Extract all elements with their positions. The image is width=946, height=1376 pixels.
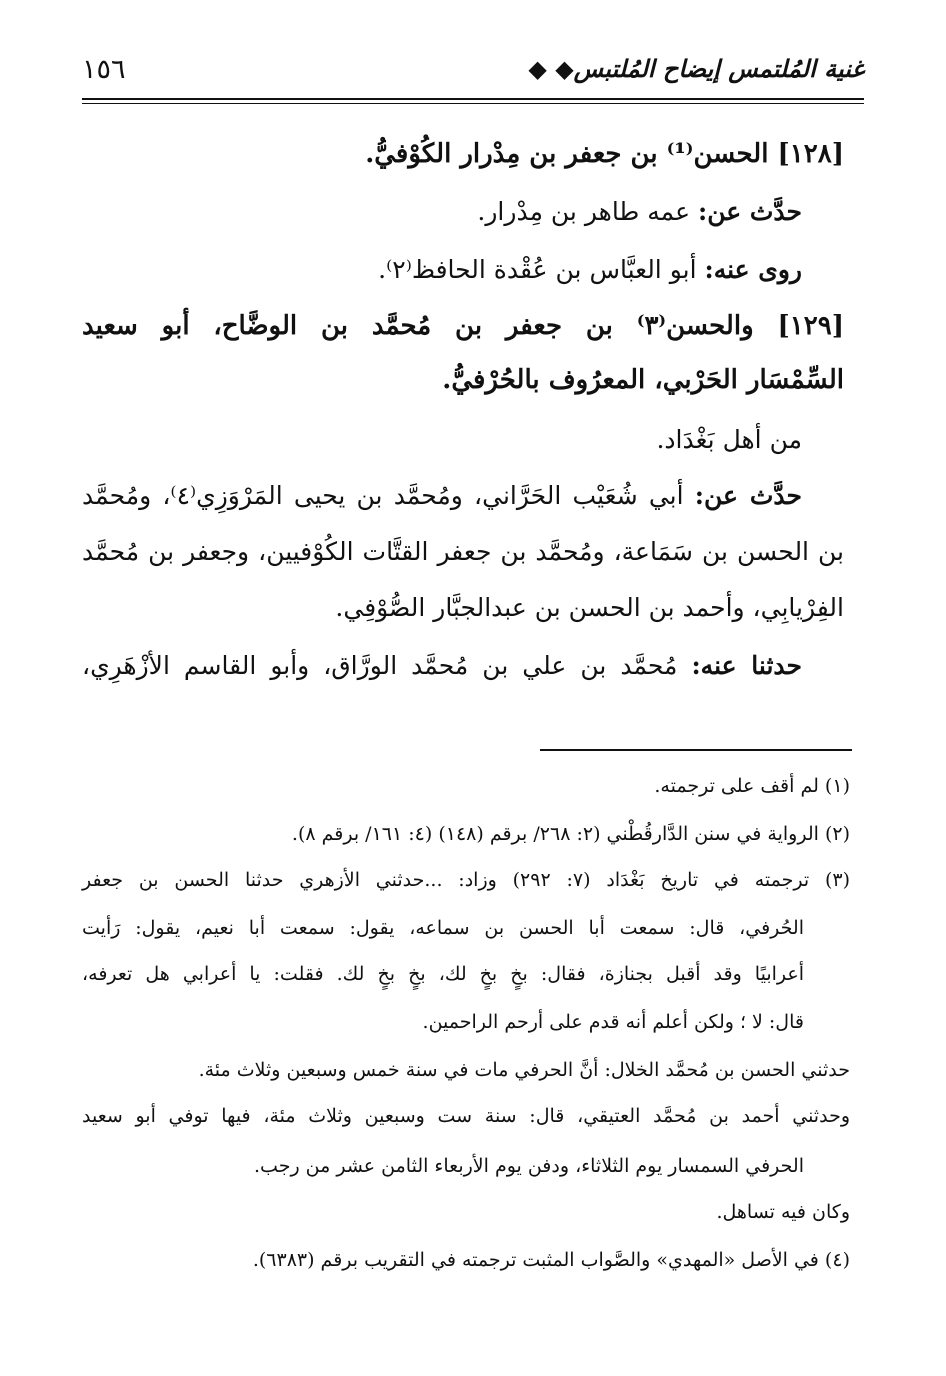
footnote-2: (٢) الرواية في سنن الدَّارقُطْني (٢: ٢٦٨/ برقم (١٤٨) (٤: ١٦١/ برقم ٨). — [291, 823, 850, 845]
header-rule-thick — [82, 98, 864, 100]
label-narrated-from: حدَّث عن: — [694, 481, 802, 510]
label-narrated-by: حدثنا عنه: — [691, 651, 802, 680]
page-header — [82, 50, 864, 98]
narrated-from-text: عمه طاهر بن مِدْرار. — [477, 197, 698, 226]
footnote-3: (٣) ترجمته في تاريخ بَغْدَاد (٧: ٢٩٢) وزاد: ...حدثني الأزهري حدثنا الحسن بن جعفر — [82, 869, 851, 891]
footnote-separator — [540, 749, 852, 751]
footnote-line: وحدثني أحمد بن مُحمَّد العتيقي، قال: سنة ست وسبعين وثلاث مئة، فيها توفي أبو سعيد — [82, 1105, 850, 1127]
header-rule-thin — [82, 103, 864, 104]
page-number: ١٥٦ — [82, 54, 126, 85]
footnote-4: (٤) في الأصل «المهدي» والصَّواب المثبت ترجمته في التقريب برقم (٦٣٨٣). — [252, 1249, 850, 1271]
entry-129-heading-cont: السِّمْسَار الحَرْبي، المعرُوف بالحُرْفيُّ. — [442, 365, 844, 395]
footnote-line: حدثني الحسن بن مُحمَّد الخلال: أنَّ الحرفي مات في سنة خمس وسبعين وثلاث مئة. — [198, 1059, 850, 1081]
entry-129-origin: من أهل بَغْدَاد. — [656, 425, 802, 454]
footnote-line: قال: لا ؛ ولكن أعلم أنه قدم على أرحم الراحمين. — [422, 1011, 804, 1033]
body-line: بن الحسن بن سَمَاعة، ومُحمَّد بن جعفر القتَّات الكُوْفيين، وجعفر بن مُحمَّد — [82, 537, 844, 566]
narrated-by-text: مُحمَّد بن علي بن مُحمَّد الورَّاق، وأبو القاسم الأزْهَرِي، — [82, 651, 692, 680]
entry-128-narrated-by — [378, 250, 802, 290]
footnote-line: أعرابيًا وقد أقبل بجنازة، فقال: بخٍ بخٍ لك، بخٍ بخٍ لك. فقلت: يا أعرابي هل تعرفه، — [82, 963, 804, 985]
running-title: غنية المُلتمس إيضاح المُلتبس◆ ◆ — [528, 54, 864, 83]
footnote-line: الحُرفي، قال: سمعت أبا الحسن بن سماعه، يقول: سمعت أبا نعيم، يقول: رَأيت — [82, 917, 804, 939]
footnote-line: وكان فيه تساهل. — [716, 1201, 850, 1223]
footnote-line: الحرفي السمسار يوم الثلاثاء، ودفن يوم الأربعاء الثامن عشر من رجب. — [254, 1155, 804, 1177]
entry-128-heading: [١٢٨] الحسن⁽¹⁾ بن جعفر بن مِدْرار الكُوْفيُّ. — [365, 139, 844, 169]
body-line: الفِرْيابِي، وأحمد بن الحسن بن عبدالجبَّار الصُّوْفِي. — [335, 593, 844, 622]
label-narrated-by: روى عنه: — [704, 255, 802, 284]
label-narrated-from: حدَّث عن: — [698, 197, 802, 226]
entry-128-narrated-from — [477, 192, 802, 232]
footnote-1: (١) لم أقف على ترجمته. — [654, 775, 850, 797]
entry-129-narrated-from — [82, 476, 802, 516]
entry-129-narrated-by — [82, 646, 802, 686]
entry-129-heading: [١٢٩] والحسن⁽٣⁾ بن جعفر بن مُحمَّد بن الوضَّاح، أبو سعيد — [82, 311, 844, 341]
narrated-by-text: أبو العبَّاس بن عُقْدة الحافظ⁽٢⁾. — [378, 255, 705, 284]
narrated-from-text: أبي شُعَيْب الحَرَّاني، ومُحمَّد بن يحيى المَرْوَزِي⁽٤⁾، ومُحمَّد — [82, 481, 695, 510]
